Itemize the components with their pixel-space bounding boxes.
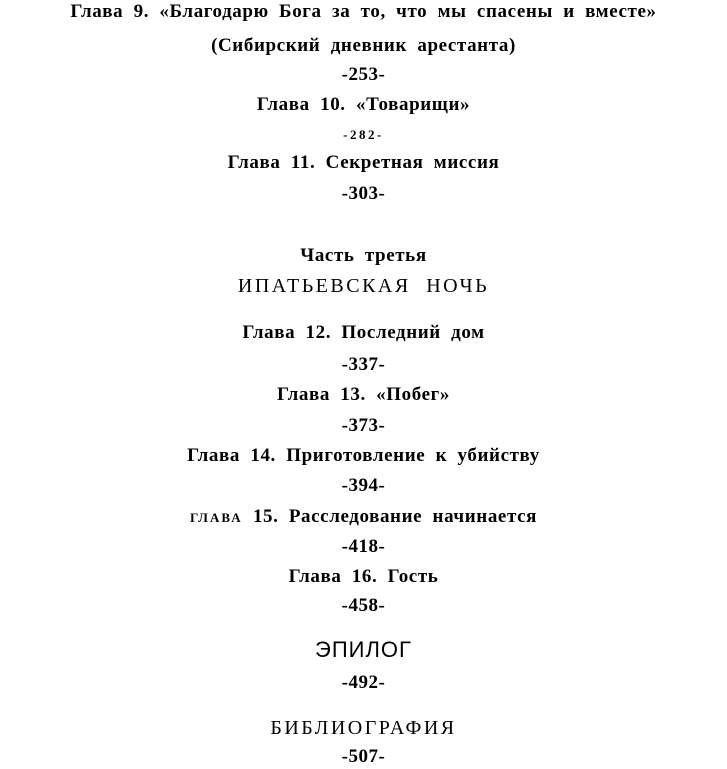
chapter-14-page-number: -394-: [341, 475, 386, 496]
epilogue-title: ЭПИЛОГ: [315, 637, 412, 662]
chapter-9-subtitle: (Сибирский дневник арестанта): [211, 35, 516, 56]
chapter-13-page-number: -373-: [341, 415, 386, 436]
chapter-10-page-number: -282-: [343, 127, 384, 142]
chapter-11-page-number: -303-: [341, 183, 386, 204]
chapter-9-title: Глава 9. «Благодарю Бога за то, что мы спасены и вместе»: [70, 1, 657, 22]
chapter-16-page-number: -458-: [341, 595, 386, 616]
chapter-15-page-number: -418-: [341, 536, 386, 557]
chapter-14-title: Глава 14. Приготовление к убийству: [187, 445, 540, 466]
bibliography-title: БИБЛИОГРАФИЯ: [270, 717, 457, 739]
chapter-11-title: Глава 11. Секретная миссия: [227, 152, 500, 173]
chapter-16-title: Глава 16. Гость: [288, 566, 439, 587]
part-3-title: ИПАТЬЕВСКАЯ НОЧЬ: [237, 275, 490, 297]
chapter-15-title-row: [0, 505, 727, 530]
chapter-10-title: Глава 10. «Товарищи»: [256, 94, 471, 115]
chapter-12-title: Глава 12. Последний дом: [242, 322, 485, 343]
chapter-13-title: Глава 13. «Побег»: [277, 384, 450, 405]
epilogue-page-number: -492-: [341, 672, 386, 693]
chapter-15-prefix: ГЛАВА: [189, 510, 243, 525]
bibliography-page-number: -507-: [341, 746, 386, 767]
chapter-9-page-number: -253-: [341, 64, 386, 85]
chapter-15-title: 15. Расследование начинается: [252, 506, 538, 527]
part-3-label: Часть третья: [300, 245, 427, 266]
chapter-12-page-number: -337-: [341, 354, 386, 375]
